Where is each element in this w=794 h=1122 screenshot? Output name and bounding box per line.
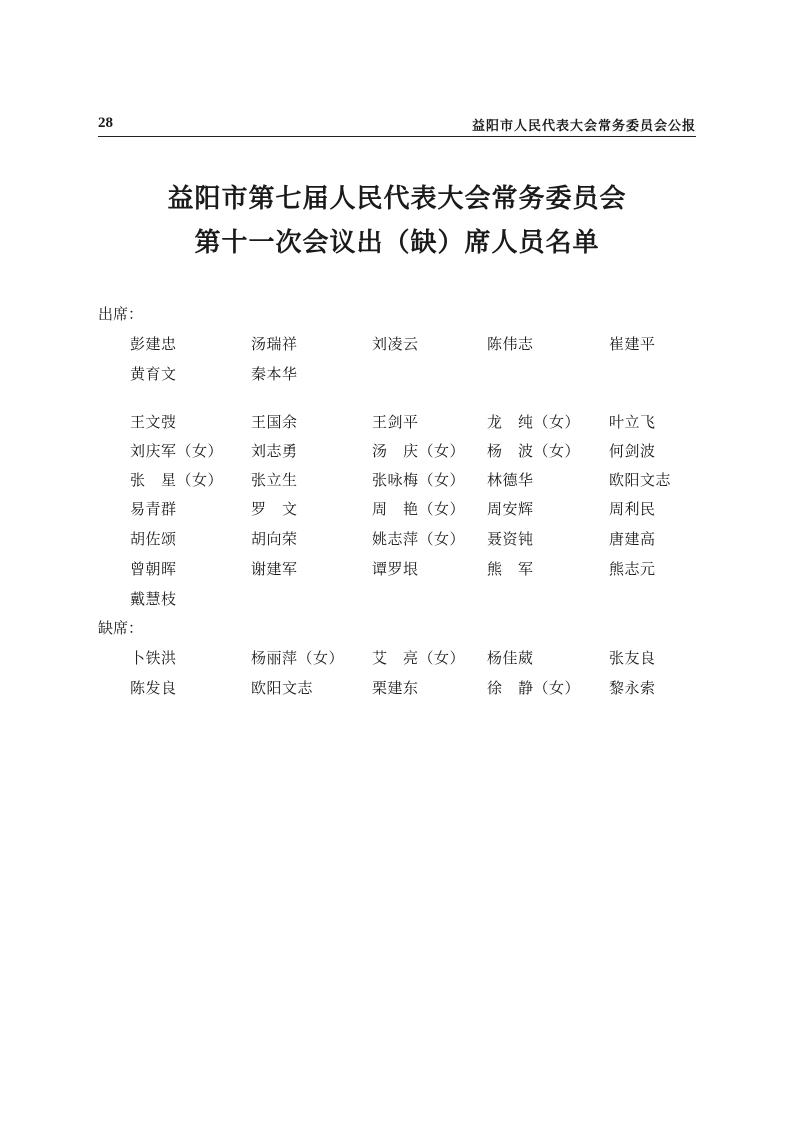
page-number: 28	[98, 115, 113, 131]
member-name: 欧阳文志	[609, 471, 672, 489]
name-row	[0, 411, 794, 437]
member-name: 聂资钝	[487, 530, 534, 548]
member-name: 陈发良	[130, 679, 177, 697]
member-name: 栗建东	[372, 679, 419, 697]
member-name: 王国余	[251, 413, 298, 431]
name-row	[0, 440, 794, 466]
member-name: 王剑平	[372, 413, 419, 431]
member-name: 唐建高	[609, 530, 656, 548]
member-name: 秦本华	[251, 365, 298, 383]
name-row	[0, 333, 794, 359]
member-name: 叶立飞	[609, 413, 656, 431]
member-name: 易青群	[130, 500, 177, 518]
absent-label: 缺席：	[98, 619, 144, 637]
member-name: 彭建忠	[130, 335, 177, 353]
member-name: 龙 纯（女）	[487, 413, 581, 431]
name-row	[0, 588, 794, 614]
member-name: 杨丽萍（女）	[251, 649, 345, 667]
member-name: 胡向荣	[251, 530, 298, 548]
member-name: 王文弢	[130, 413, 177, 431]
member-name: 张咏梅（女）	[372, 471, 466, 489]
member-name: 汤瑞祥	[251, 335, 298, 353]
member-name: 崔建平	[609, 335, 656, 353]
member-name: 刘庆军（女）	[130, 442, 224, 460]
member-name: 黄育文	[130, 365, 177, 383]
member-name: 徐 静（女）	[487, 679, 581, 697]
member-name: 胡佐颂	[130, 530, 177, 548]
member-name: 熊志元	[609, 560, 656, 578]
member-name: 周 艳（女）	[372, 500, 466, 518]
member-name: 张友良	[609, 649, 656, 667]
member-name: 黎永索	[609, 679, 656, 697]
document-title-line-2: 第十一次会议出（缺）席人员名单	[194, 228, 600, 258]
member-name: 刘志勇	[251, 442, 298, 460]
document-title-line-1: 益阳市第七届人民代表大会常务委员会	[167, 184, 627, 214]
name-row	[0, 469, 794, 495]
member-name: 何剑波	[609, 442, 656, 460]
member-name: 艾 亮（女）	[372, 649, 466, 667]
attend-label: 出席：	[98, 305, 144, 323]
member-name: 姚志萍（女）	[372, 530, 466, 548]
name-row	[0, 363, 794, 389]
name-row	[0, 558, 794, 584]
member-name: 周利民	[609, 500, 656, 518]
member-name: 戴慧枝	[130, 590, 177, 608]
member-name: 杨 波（女）	[487, 442, 581, 460]
member-name: 刘凌云	[372, 335, 419, 353]
member-name: 罗 文	[251, 500, 298, 518]
name-row	[0, 528, 794, 554]
member-name: 欧阳文志	[251, 679, 314, 697]
name-row	[0, 647, 794, 673]
member-name: 杨佳葳	[487, 649, 534, 667]
member-name: 张立生	[251, 471, 298, 489]
header-rule	[98, 136, 696, 137]
member-name: 张 星（女）	[130, 471, 224, 489]
member-name: 汤 庆（女）	[372, 442, 466, 460]
member-name: 卜铁洪	[130, 649, 177, 667]
member-name: 谭罗垠	[372, 560, 419, 578]
name-row	[0, 677, 794, 703]
member-name: 熊 军	[487, 560, 534, 578]
page-header	[98, 115, 696, 135]
member-name: 谢建军	[251, 560, 298, 578]
name-row	[0, 498, 794, 524]
member-name: 林德华	[487, 471, 534, 489]
journal-title: 益阳市人民代表大会常务委员会公报	[471, 119, 696, 134]
member-name: 周安辉	[487, 500, 534, 518]
member-name: 曾朝晖	[130, 560, 177, 578]
member-name: 陈伟志	[487, 335, 534, 353]
